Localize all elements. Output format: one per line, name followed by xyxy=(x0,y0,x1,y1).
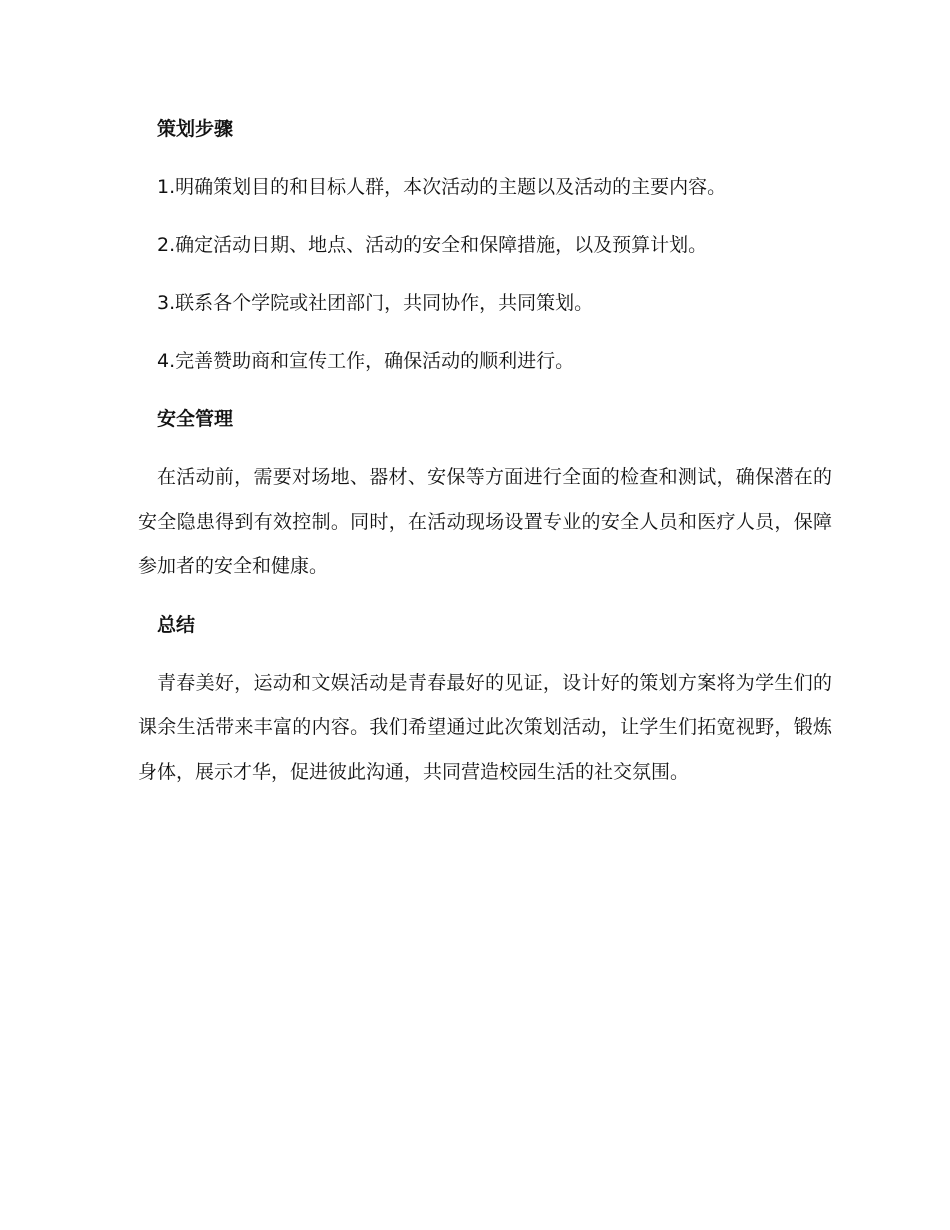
section-heading-summary: 总结 xyxy=(157,613,196,636)
document-body xyxy=(138,111,832,812)
planning-step-3: 3.联系各个学院或社团部门，共同协作，共同策划。 xyxy=(157,292,594,314)
planning-step-2: 2.确定活动日期、地点、活动的安全和保障措施，以及预算计划。 xyxy=(157,234,708,256)
section-heading-safety-management: 安全管理 xyxy=(157,408,234,430)
section-heading-planning-steps: 策划步骤 xyxy=(157,118,234,140)
planning-step-4: 4.完善赞助商和宣传工作，确保活动的顺利进行。 xyxy=(157,350,575,372)
safety-management-paragraph: 在活动前，需要对场地、器材、安保等方面进行全面的检查和测试，确保潜在的安全隐患得到有效控制。同时，在活动现场设置专业的安全人员和医疗人员，保障参加者的安全和健康。 xyxy=(138,466,832,577)
summary-paragraph: 青春美好，运动和文娱活动是青春最好的见证，设计好的策划方案将为学生们的课余生活带来丰富的内容。我们希望通过此次策划活动，让学生们拓宽视野，锻炼身体，展示才华，促进彼此沟通，共同营造校园生活的社交氛围。 xyxy=(138,671,832,783)
planning-step-1: 1.明确策划目的和目标人群，本次活动的主题以及活动的主要内容。 xyxy=(157,176,727,198)
